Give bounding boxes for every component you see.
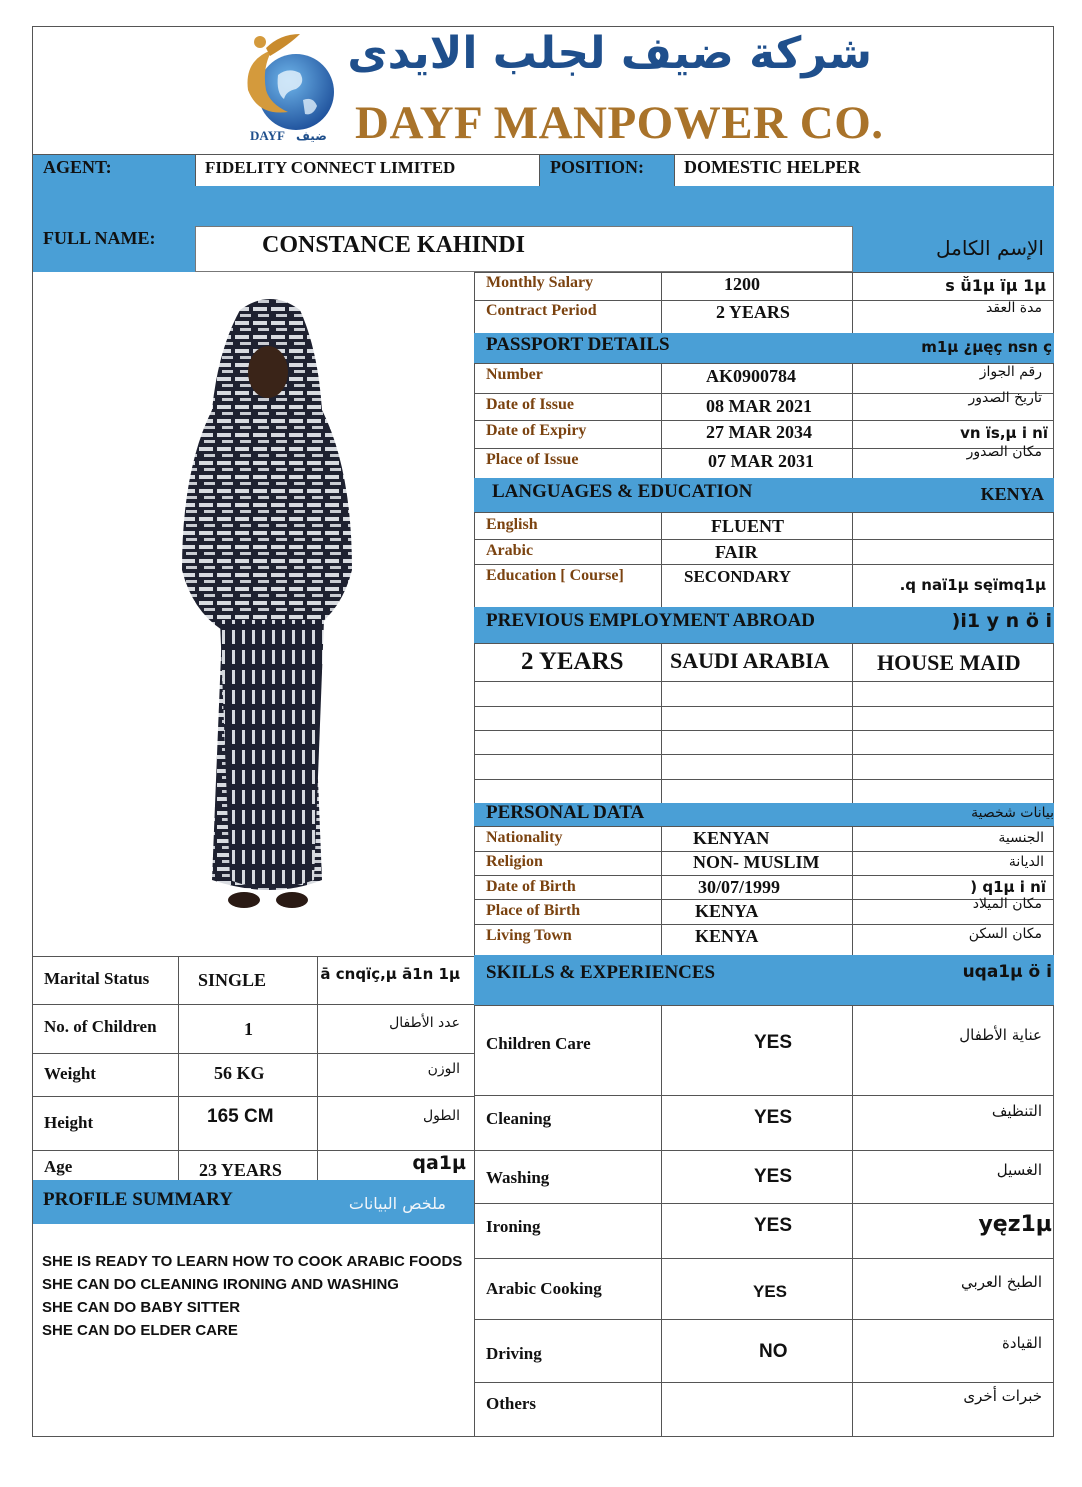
languages-title: LANGUAGES & EDUCATION [492, 481, 753, 502]
pob-label: Place of Birth [486, 902, 581, 919]
place-of-issue-ar: مكان الصدور [966, 444, 1042, 460]
fullname-label: FULL NAME: [43, 228, 156, 248]
arabic-label: Arabic [486, 542, 534, 559]
contract-period-ar: مدة العقد [986, 300, 1042, 316]
skill-washing-ar: الغسيل [996, 1161, 1042, 1179]
height-label: Height [44, 1113, 94, 1132]
employment-country: SAUDI ARABIA [670, 648, 830, 673]
skills-title-ar: uqa1µ ö i [962, 962, 1052, 982]
nationality-value: KENYAN [693, 828, 770, 848]
place-of-issue-value: 07 MAR 2031 [708, 451, 814, 471]
agent-value: FIDELITY CONNECT LIMITED [205, 158, 456, 177]
height-value: 165 CM [207, 1106, 274, 1127]
skill-arabic-cooking-ar: الطبخ العربي [961, 1273, 1042, 1291]
children-count-label: No. of Children [44, 1017, 157, 1036]
children-count-ar: عدد الأطفال [389, 1015, 460, 1031]
pob-value: KENYA [695, 901, 759, 921]
expiry-date-label: Date of Expiry [486, 422, 587, 439]
skill-washing-label: Washing [486, 1168, 550, 1187]
employment-duration: 2 YEARS [521, 648, 624, 675]
marital-label: Marital Status [44, 969, 150, 988]
skill-children-care-label: Children Care [486, 1034, 591, 1053]
education-value: SECONDARY [684, 567, 792, 586]
blue-band [33, 186, 1054, 226]
position-value: DOMESTIC HELPER [684, 157, 861, 177]
skill-cleaning-value: YES [754, 1107, 793, 1128]
fullname-value: CONSTANCE KAHINDI [262, 232, 525, 258]
height-ar: الطول [422, 1108, 460, 1124]
nationality-label: Nationality [486, 829, 563, 846]
skill-arabic-cooking-value: YES [753, 1282, 788, 1301]
passport-number-label: Number [486, 366, 543, 383]
dob-label: Date of Birth [486, 878, 576, 895]
passport-title-ar: m1µ ¿µęç nsn ç [921, 338, 1052, 356]
education-ar: .q naï1µ sęïmq1µ [899, 576, 1046, 594]
issue-date-label: Date of Issue [486, 396, 574, 413]
weight-ar: الوزن [427, 1061, 460, 1077]
expiry-date-value: 27 MAR 2034 [706, 422, 812, 442]
skill-driving-value: NO [759, 1341, 788, 1362]
profile-line: SHE CAN DO ELDER CARE [42, 1322, 238, 1339]
profile-line: SHE IS READY TO LEARN HOW TO COOK ARABIC FOODS [42, 1253, 463, 1270]
salary-value: 1200 [724, 274, 760, 294]
english-value: FLUENT [711, 516, 785, 536]
age-ar: qa1µ [412, 1152, 466, 1174]
profile-line: SHE CAN DO BABY SITTER [42, 1299, 241, 1316]
company-name-ar: شركة ضيف لجلب الايدى [347, 28, 872, 79]
company-logo [218, 30, 340, 146]
issue-date-value: 08 MAR 2021 [706, 396, 812, 416]
skill-ironing-ar: yęz1µ [978, 1212, 1052, 1237]
employment-position: HOUSE MAID [877, 650, 1021, 675]
profile-title: PROFILE SUMMARY [43, 1189, 233, 1210]
skill-ironing-label: Ironing [486, 1217, 541, 1236]
weight-value: 56 KG [214, 1063, 265, 1083]
skill-cleaning-ar: التنظيف [991, 1102, 1042, 1120]
pob-ar: مكان الميلاد [972, 896, 1042, 912]
logo-subtext-ar: ضيف [296, 129, 327, 143]
profile-summary [42, 1250, 472, 1342]
living-town-label: Living Town [486, 927, 572, 944]
skill-washing-value: YES [754, 1166, 793, 1187]
salary-ar: s ǚ1µ ïµ 1µ [945, 276, 1046, 295]
children-count-value: 1 [244, 1019, 253, 1039]
expiry-date-ar: vn ïs,µ i nï [960, 424, 1048, 442]
dob-value: 30/07/1999 [698, 877, 781, 897]
english-label: English [486, 516, 538, 533]
skill-children-care-value: YES [754, 1032, 793, 1053]
religion-value: NON- MUSLIM [693, 852, 820, 872]
skill-driving-label: Driving [486, 1344, 542, 1363]
religion-label: Religion [486, 853, 543, 870]
passport-title: PASSPORT DETAILS [486, 334, 670, 355]
skills-title: SKILLS & EXPERIENCES [486, 962, 716, 983]
profile-line: SHE CAN DO CLEANING IRONING AND WASHING [42, 1276, 399, 1293]
company-name-en: DAYF MANPOWER CO. [355, 97, 884, 149]
place-of-issue-label: Place of Issue [486, 451, 579, 468]
position-label: POSITION: [550, 157, 645, 177]
education-label: Education [ Course] [486, 567, 624, 584]
languages-title-right: KENYA [980, 484, 1044, 504]
skill-children-care-ar: عناية الأطفال [959, 1026, 1042, 1044]
living-town-ar: مكان السكن [968, 926, 1042, 942]
skill-cleaning-label: Cleaning [486, 1109, 552, 1128]
employment-title: PREVIOUS EMPLOYMENT ABROAD [486, 610, 816, 631]
religion-ar: الديانة [1008, 854, 1044, 870]
weight-label: Weight [44, 1064, 96, 1083]
issue-date-ar: تاريخ الصدور [968, 390, 1042, 406]
skill-arabic-cooking-label: Arabic Cooking [486, 1279, 602, 1298]
skill-others-ar: خبرات أخرى [963, 1387, 1042, 1405]
passport-number-ar: رقم الجواز [979, 364, 1042, 380]
logo-subtext-en: DAYF [250, 128, 285, 143]
age-value: 23 YEARS [199, 1160, 282, 1180]
living-town-value: KENYA [695, 926, 759, 946]
marital-ar: ā cnqïç,µ ā1n 1µ [320, 965, 460, 983]
personal-title-ar: بيانات شخصية [971, 805, 1054, 821]
marital-value: SINGLE [198, 970, 267, 990]
arabic-value: FAIR [715, 542, 758, 562]
personal-title: PERSONAL DATA [486, 802, 645, 823]
agent-label: AGENT: [43, 157, 112, 177]
skill-ironing-value: YES [754, 1215, 793, 1236]
contract-period-value: 2 YEARS [716, 302, 790, 322]
nationality-ar: الجنسية [998, 830, 1044, 846]
age-label: Age [44, 1157, 73, 1176]
skill-driving-ar: القيادة [1002, 1334, 1042, 1352]
passport-number-value: AK0900784 [706, 366, 796, 386]
skill-others-label: Others [486, 1394, 537, 1413]
contract-period-label: Contract Period [486, 302, 597, 319]
dob-ar: ) q1µ i nï [970, 878, 1046, 896]
fullname-ar: الإسم الكامل [935, 236, 1044, 260]
candidate-photo [180, 290, 360, 920]
salary-label: Monthly Salary [486, 274, 594, 291]
employment-title-ar: )i1 y n ö i [951, 610, 1052, 632]
profile-title-ar: ملخص البيانات [348, 1194, 446, 1213]
